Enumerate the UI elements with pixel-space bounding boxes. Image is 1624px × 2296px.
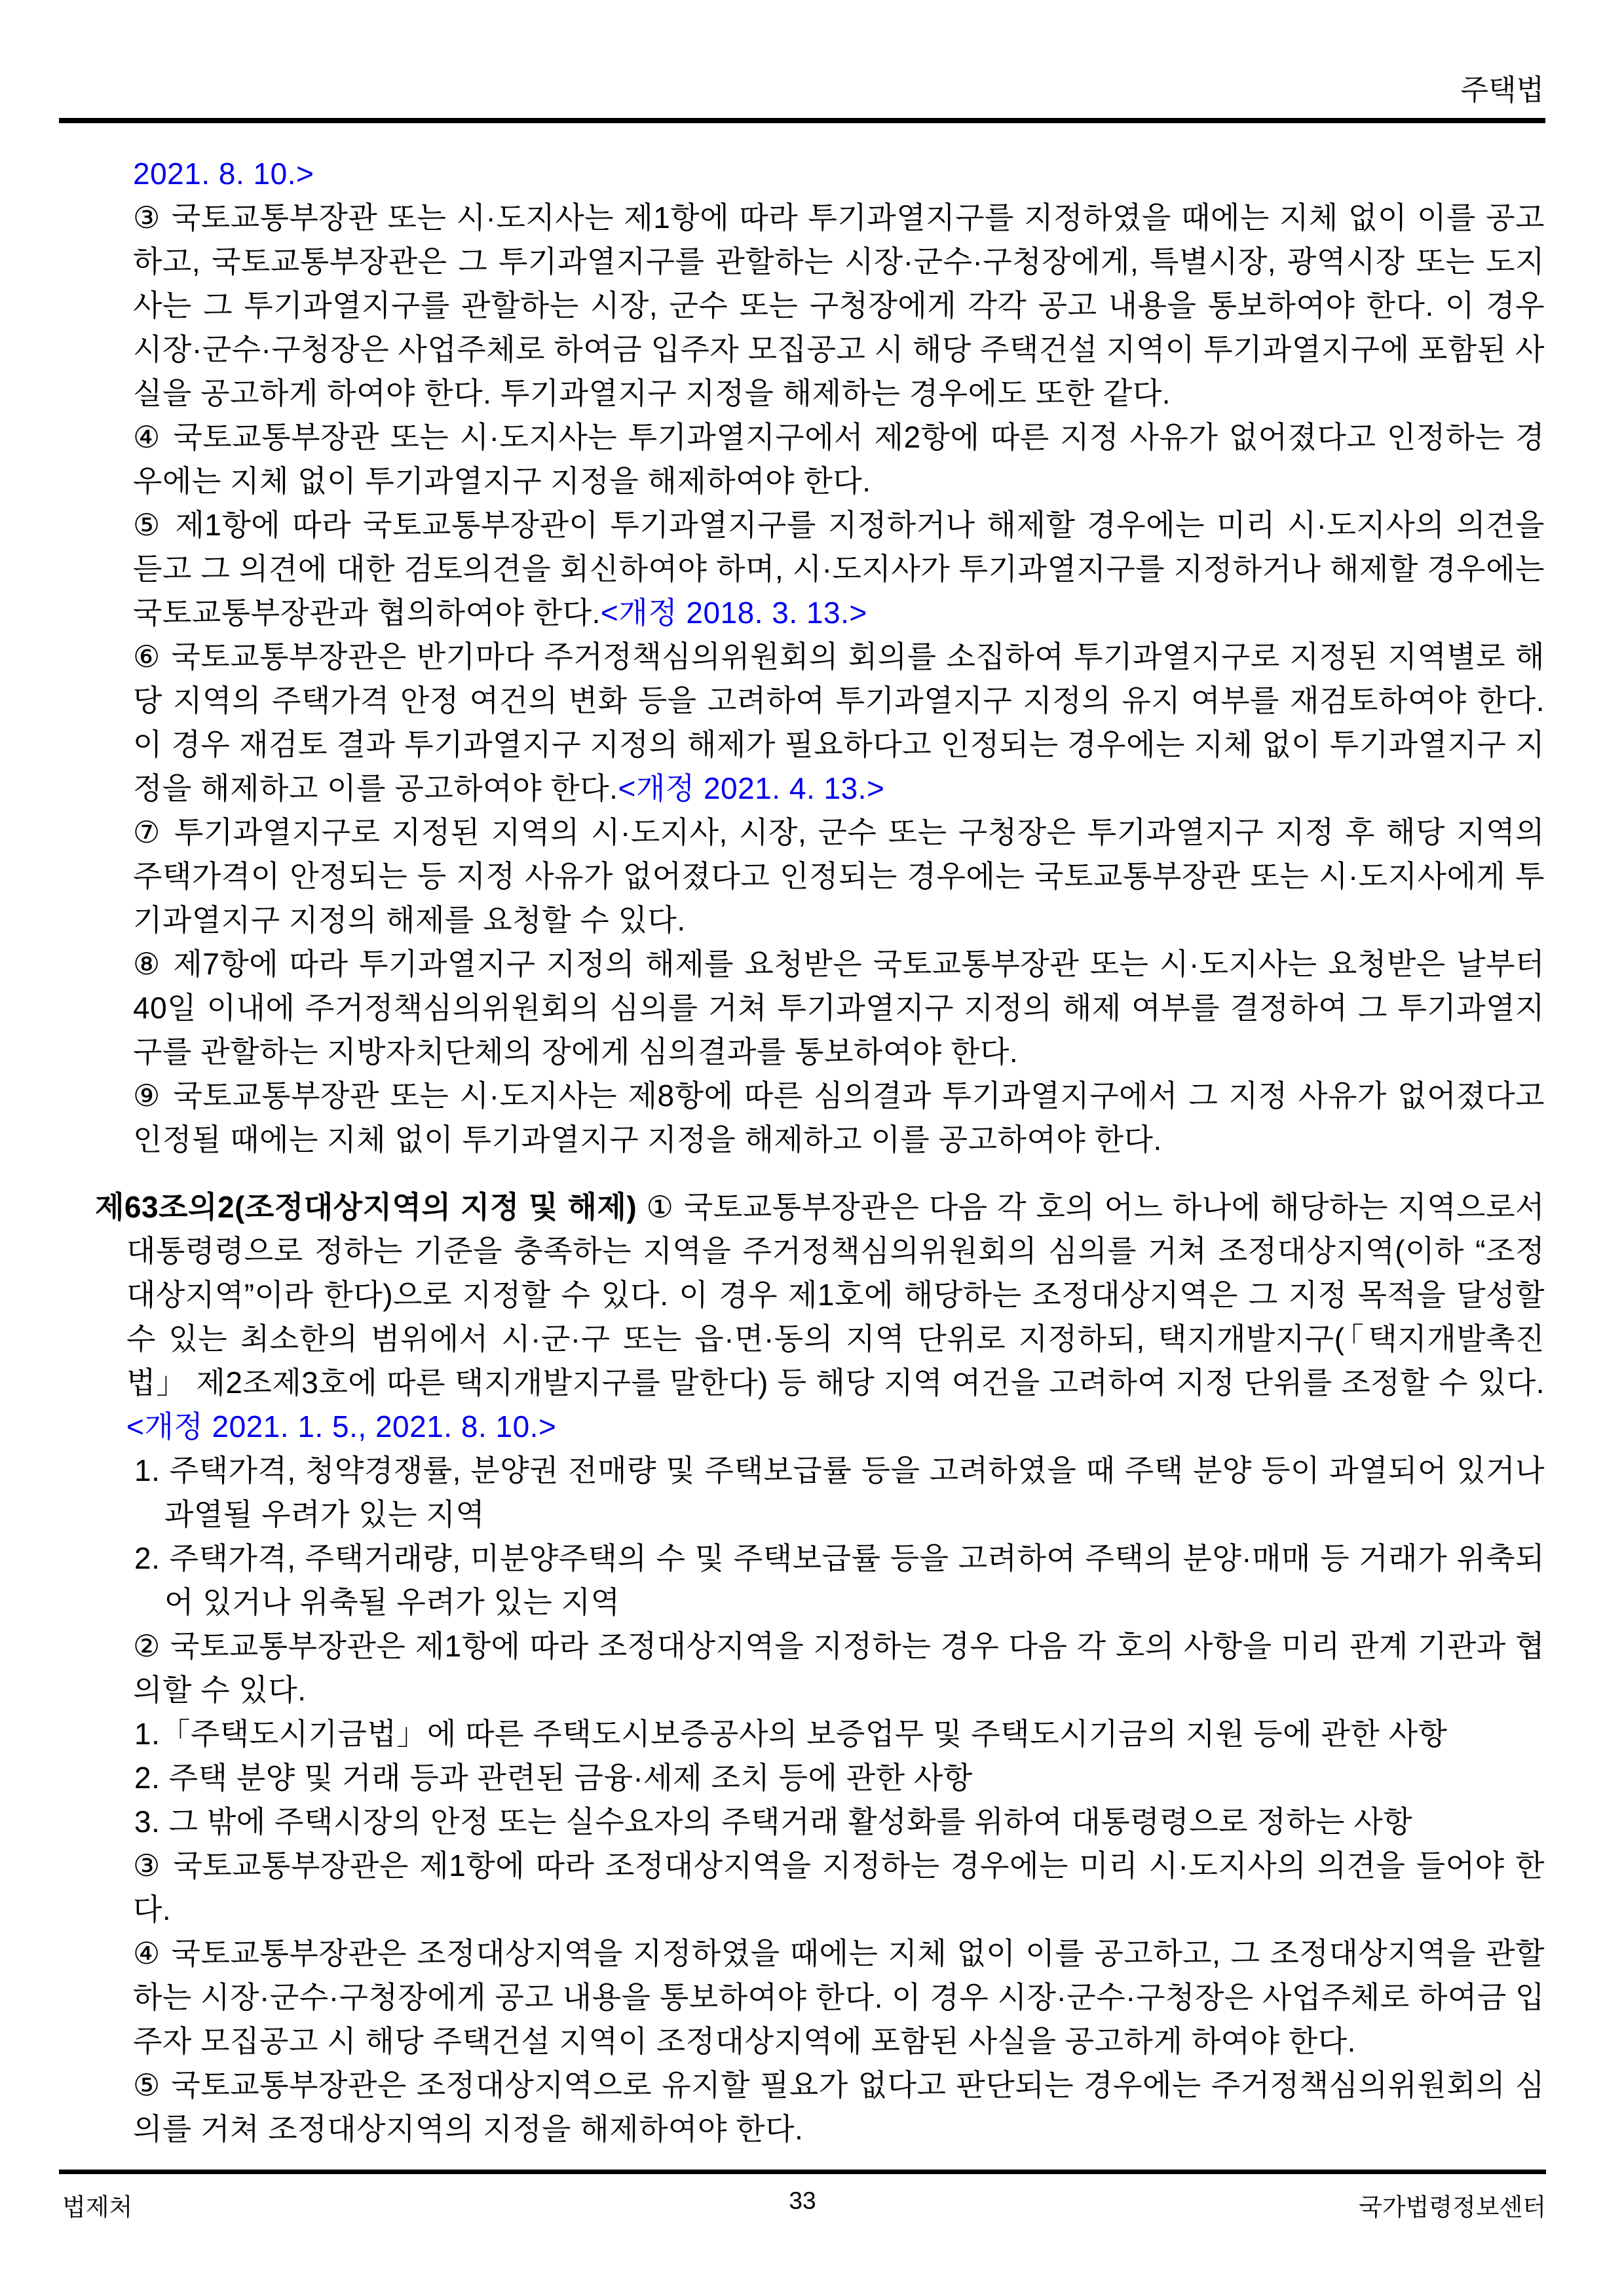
law-text: 1. 주택가격, 청약경쟁률, 분양권 전매량 및 주택보급률 등을 고려하였을 때 주택 분양 등이 과열되어 있거나 과열될 우려가 있는 지역	[134, 1453, 1545, 1531]
footer-publisher: 법제처	[62, 2194, 133, 2221]
law-text: ⑤ 제1항에 따라 국토교통부장관이 투기과열지구를 지정하거나 해제할 경우에는 미리 시·도지사의 의견을 듣고 그 의견에 대한 검토의견을 회신하여야 하며, 시·도지사가 투기과열지구를 지정하거나 해제할 경우에는 국토교통부장관과 협의하여야 한다.	[133, 508, 1545, 630]
law-text: ① 국토교통부장관은 다음 각 호의 어느 하나에 해당하는 지역으로서 대통령령으로 정하는 기준을 충족하는 지역을 주거정책심의위원회의 심의를 거쳐 조정대상지역(이하 “조정대상지역”이라 한다)으로 지정할 수 있다. 이 경우 제1호에 해당하는 조정대상지역은 그 지정 목적을 달성할 수 있는 최소한의 범위에서 시·군·구 또는 읍·면·동의 지역 단위로 지정하되, 택지개발지구(「택지개발촉진법」 제2조제3호에 따른 택지개발지구를 말한다) 등 해당 지역 여건을 고려하여 지정 단위를 조정할 수 있다.	[126, 1190, 1545, 1400]
law-text: ⑥ 국토교통부장관은 반기마다 주거정책심의위원회의 회의를 소집하여 투기과열지구로 지정된 지역별로 해당 지역의 주택가격 안정 여건의 변화 등을 고려하여 투기과열지구 지정의 유지 여부를 재검토하여야 한다. 이 경우 재검토 결과 투기과열지구 지정의 해제가 필요하다고 인정되는 경우에는 지체 없이 투기과열지구 지정을 해제하고 이를 공고하여야 한다.	[133, 640, 1545, 805]
law-paragraph	[133, 1844, 1545, 1932]
law-text: ② 국토교통부장관은 제1항에 따라 조정대상지역을 지정하는 경우 다음 각 호의 사항을 미리 관계 기관과 협의할 수 있다.	[133, 1629, 1545, 1707]
law-paragraph	[134, 1712, 1545, 1756]
law-paragraph	[134, 1756, 1545, 1800]
law-paragraph	[133, 415, 1545, 503]
law-paragraph	[134, 1800, 1545, 1844]
law-text: ③ 국토교통부장관은 제1항에 따라 조정대상지역을 지정하는 경우에는 미리 시·도지사의 의견을 들어야 한다.	[133, 1848, 1545, 1926]
law-text: ⑤ 국토교통부장관은 조정대상지역으로 유지할 필요가 없다고 판단되는 경우에는 주거정책심의위원회의 심의를 거쳐 조정대상지역의 지정을 해제하여야 한다.	[133, 2068, 1545, 2146]
law-text: 3. 그 밖에 주택시장의 안정 또는 실수요자의 주택거래 활성화를 위하여 대통령령으로 정하는 사항	[134, 1805, 1413, 1839]
header-divider	[59, 118, 1545, 123]
law-paragraph	[133, 1074, 1545, 1162]
amendment-note: <개정 2021. 4. 13.>	[618, 771, 885, 805]
amendment-note: <개정 2018. 3. 13.>	[600, 596, 867, 630]
law-paragraph	[133, 503, 1545, 635]
amendment-note: <개정 2021. 1. 5., 2021. 8. 10.>	[126, 1409, 557, 1444]
page-number: 33	[789, 2187, 816, 2214]
law-paragraph	[133, 811, 1545, 942]
law-text: ④ 국토교통부장관 또는 시·도지사는 투기과열지구에서 제2항에 따른 지정 사유가 없어졌다고 인정하는 경우에는 지체 없이 투기과열지구 지정을 해제하여야 한다.	[133, 420, 1545, 498]
law-text: ⑧ 제7항에 따라 투기과열지구 지정의 해제를 요청받은 국토교통부장관 또는 시·도지사는 요청받은 날부터 40일 이내에 주거정책심의위원회의 심의를 거쳐 투기과열지구 지정의 해제 여부를 결정하여 그 투기과열지구를 관할하는 지방자치단체의 장에게 심의결과를 통보하여야 한다.	[133, 947, 1545, 1069]
law-paragraph	[133, 2063, 1545, 2151]
footer-source: 국가법령정보센터	[1359, 2194, 1546, 2221]
law-text: ③ 국토교통부장관 또는 시·도지사는 제1항에 따라 투기과열지구를 지정하였을 때에는 지체 없이 이를 공고하고, 국토교통부장관은 그 투기과열지구를 관할하는 시장·군수·구청장에게, 특별시장, 광역시장 또는 도지사는 그 투기과열지구를 관할하는 시장, 군수 또는 구청장에게 각각 공고 내용을 통보하여야 한다. 이 경우 시장·군수·구청장은 사업주체로 하여금 입주자 모집공고 시 해당 주택건설 지역이 투기과열지구에 포함된 사실을 공고하게 하여야 한다. 투기과열지구 지정을 해제하는 경우에도 또한 같다.	[133, 201, 1545, 410]
law-text: 2. 주택가격, 주택거래량, 미분양주택의 수 및 주택보급률 등을 고려하여 주택의 분양·매매 등 거래가 위축되어 있거나 위축될 우려가 있는 지역	[134, 1541, 1545, 1619]
page-header-title: 주택법	[1460, 74, 1544, 106]
article-heading-paragraph	[95, 1185, 1545, 1449]
law-paragraph	[133, 1624, 1545, 1712]
law-paragraph	[133, 196, 1545, 415]
footer-divider	[59, 2170, 1546, 2174]
law-text: ⑨ 국토교통부장관 또는 시·도지사는 제8항에 따른 심의결과 투기과열지구에서 그 지정 사유가 없어졌다고 인정될 때에는 지체 없이 투기과열지구 지정을 해제하고 이를 공고하여야 한다.	[133, 1079, 1545, 1157]
law-text: 2. 주택 분양 및 거래 등과 관련된 금융·세제 조치 등에 관한 사항	[134, 1761, 973, 1795]
law-paragraph	[134, 1449, 1545, 1537]
law-paragraph	[133, 1932, 1545, 2063]
law-paragraph	[134, 1537, 1545, 1624]
amendment-note: 2021. 8. 10.>	[133, 157, 314, 191]
law-text: ⑦ 투기과열지구로 지정된 지역의 시·도지사, 시장, 군수 또는 구청장은 투기과열지구 지정 후 해당 지역의 주택가격이 안정되는 등 지정 사유가 없어졌다고 인정되는 경우에는 국토교통부장관 또는 시·도지사에게 투기과열지구 지정의 해제를 요청할 수 있다.	[133, 815, 1545, 937]
law-text: ④ 국토교통부장관은 조정대상지역을 지정하였을 때에는 지체 없이 이를 공고하고, 그 조정대상지역을 관할하는 시장·군수·구청장에게 공고 내용을 통보하여야 한다. 이 경우 시장·군수·구청장은 사업주체로 하여금 입주자 모집공고 시 해당 주택건설 지역이 조정대상지역에 포함된 사실을 공고하게 하여야 한다.	[133, 1936, 1545, 2058]
law-text: 1.「주택도시기금법」에 따른 주택도시보증공사의 보증업무 및 주택도시기금의 지원 등에 관한 사항	[134, 1717, 1448, 1751]
law-paragraph	[133, 152, 1545, 196]
law-paragraph	[133, 635, 1545, 811]
law-paragraph	[133, 942, 1545, 1074]
content	[95, 152, 1545, 2151]
article-title: 제63조의2(조정대상지역의 지정 및 해제)	[95, 1190, 637, 1224]
